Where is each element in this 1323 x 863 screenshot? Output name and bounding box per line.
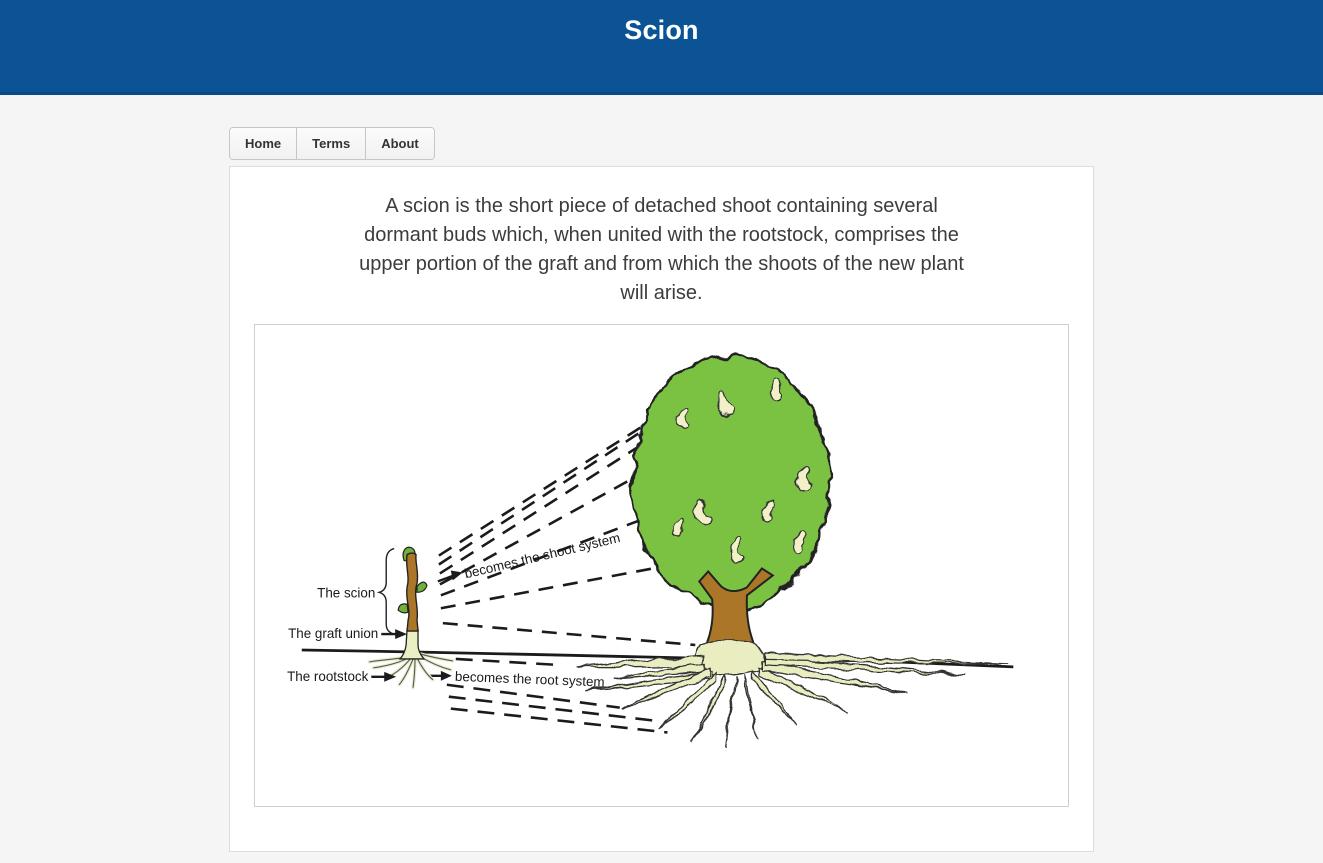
scion-brace (379, 549, 394, 634)
shoot-system-label: becomes the shoot system (462, 530, 622, 582)
tab-terms[interactable]: Terms (297, 128, 366, 159)
tree-canopy (632, 355, 831, 609)
scion-label: The scion (317, 585, 376, 601)
graft-union-label: The graft union (288, 626, 379, 642)
rootstock-label: The rootstock (287, 668, 369, 684)
content-card (229, 166, 1094, 852)
grafting-diagram (254, 324, 1069, 807)
nav-tabs (229, 127, 435, 160)
root-system-label: becomes the root system (454, 668, 605, 690)
site-header (0, 0, 1323, 95)
tab-home[interactable]: Home (230, 128, 297, 159)
page-title: Scion (624, 15, 699, 45)
scion-stem (407, 553, 418, 631)
scion-description: A scion is the short piece of detached shoot containing several dormant buds which, when united with the rootstock, comprises the upper portion of the graft and from which the shoots of the new plant will arise. (359, 195, 964, 304)
grafted-plant (369, 547, 452, 687)
tab-about[interactable]: About (366, 128, 434, 159)
grafting-diagram-svg (255, 325, 1068, 806)
